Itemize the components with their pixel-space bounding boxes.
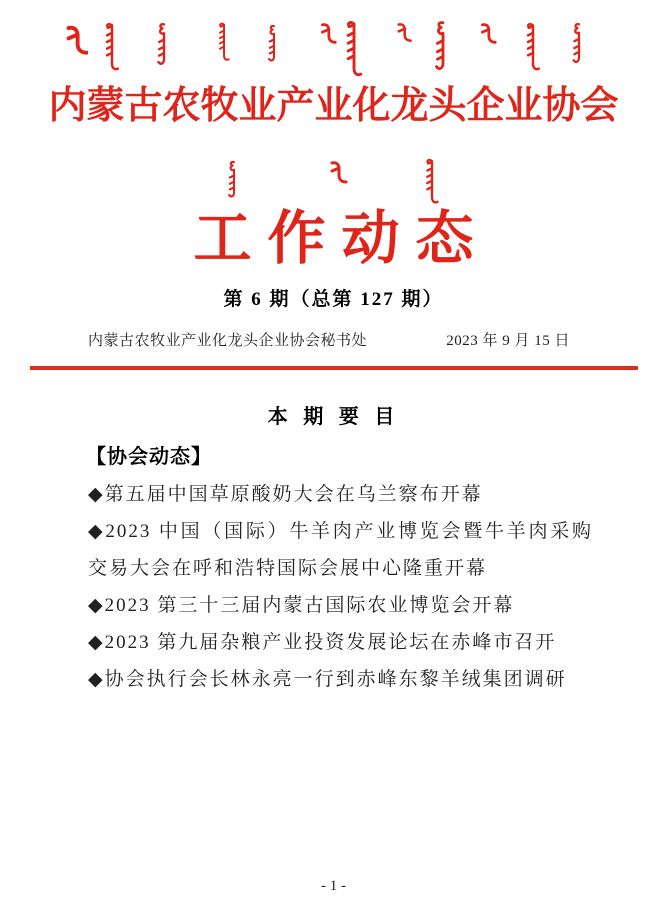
toc-title: 本 期 要 目 (267, 406, 400, 428)
mongolian-script-row-top-icon (0, 12, 667, 80)
org-title: 内蒙古农牧业产业化龙头企业协会 (48, 85, 619, 127)
toc-item: ◆2023 第三十三届内蒙古国际农业博览会开幕 (88, 595, 515, 616)
publish-date: 2023 年 9 月 15 日 (446, 333, 570, 349)
toc-item: ◆协会执行会长林永亮一行到赤峰东黎羊绒集团调研 (88, 669, 567, 690)
bulletin-title: 工作动态 (193, 206, 490, 271)
section-heading: 【协会动态】 (86, 446, 212, 468)
publisher-name: 内蒙古农牧业产业化龙头企业协会秘书处 (88, 333, 368, 349)
issue-number-line: 第 6 期（总第 127 期） (223, 289, 444, 310)
page-number: - 1 - (321, 878, 346, 894)
red-divider-rule (30, 366, 638, 370)
toc-item: ◆第五届中国草原酸奶大会在乌兰察布开幕 (88, 484, 483, 505)
byline-row (0, 330, 667, 352)
toc-item: ◆2023 中国（国际）牛羊肉产业博览会暨牛羊肉采购交易大会在呼和浩特国际会展中心隆重开幕 (88, 521, 593, 579)
mongolian-script-row-middle-icon (0, 156, 667, 206)
toc-item-list (0, 476, 667, 698)
toc-item: ◆2023 第九届杂粮产业投资发展论坛在赤峰市召开 (88, 632, 557, 653)
